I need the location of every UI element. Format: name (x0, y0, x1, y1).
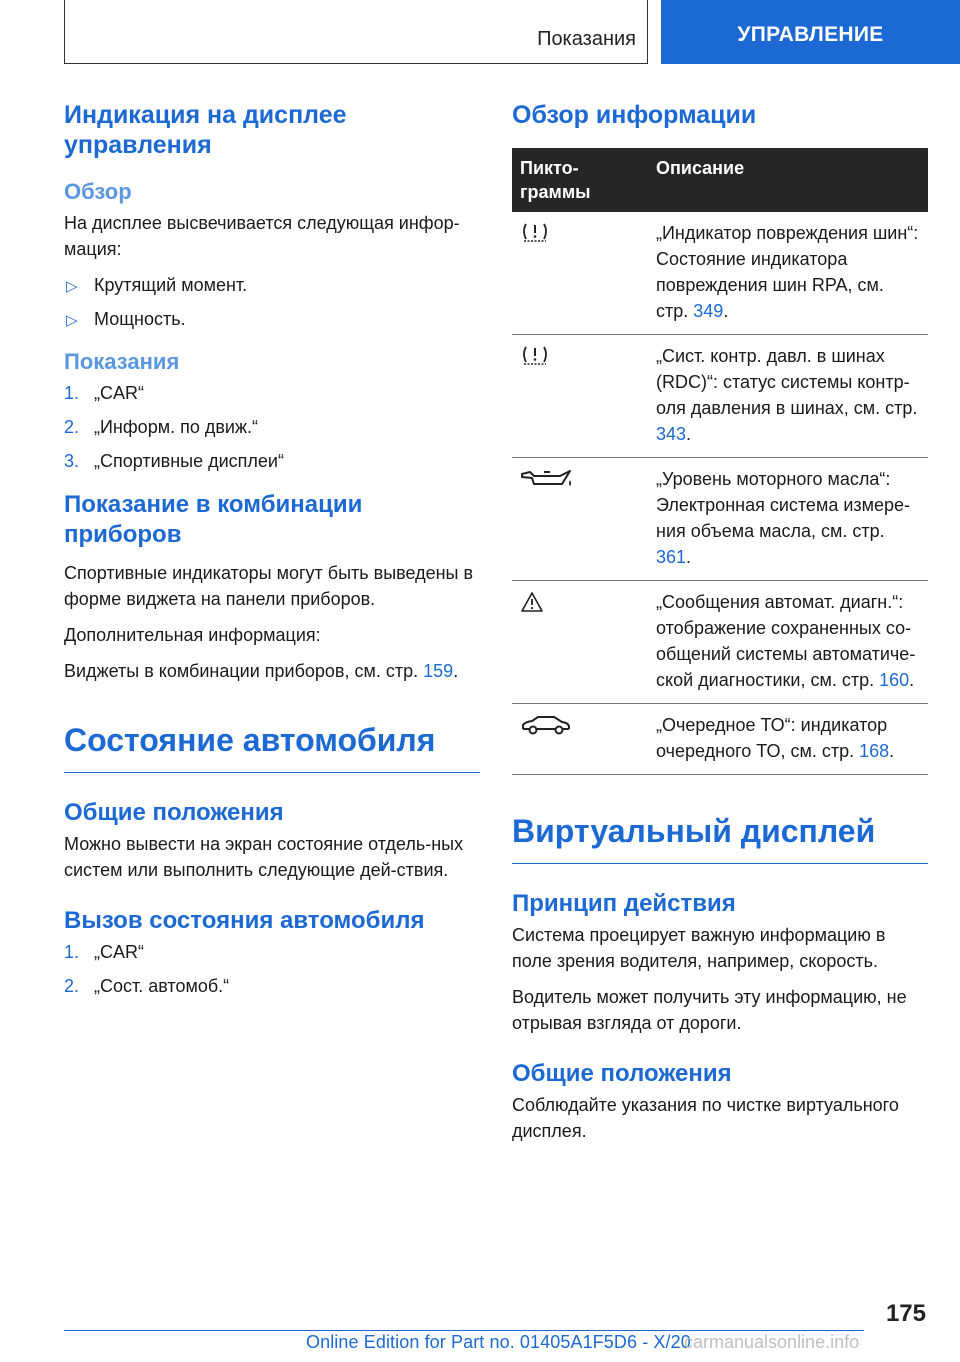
table-row: „Уровень моторного масла“: Электронная система измере-ния объема масла, см. стр. 361. (512, 458, 928, 581)
header-chapter-tab[interactable]: УПРАВЛЕНИЕ (661, 0, 960, 64)
list-item: 2. „Сост. автомоб.“ (64, 976, 230, 996)
info-overview-heading: Обзор информации (512, 101, 757, 129)
display-indication-heading: Индикация на дисплее управления (64, 101, 347, 159)
left-column (64, 100, 480, 1015)
footer-watermark[interactable]: carmanualsonline.info (684, 1332, 860, 1352)
cluster-heading: Показание в комбинации приборов (64, 491, 363, 548)
car-service-icon (520, 714, 572, 736)
warning-triangle-icon (520, 591, 544, 613)
col-header-description: Описание (644, 148, 928, 212)
page-link-168[interactable]: 168 (859, 741, 890, 761)
principle-text-2: Водитель может получить эту информацию, не отрывая взгляда от дороги. (512, 987, 907, 1033)
list-item: 2. „Информ. по движ.“ (64, 417, 258, 437)
table-row: „Очередное ТО“: индикатор очередного ТО, см. стр. 168. (512, 704, 928, 775)
tire-pressure-warning-icon (520, 222, 550, 244)
page-link-361[interactable]: 361 (656, 547, 687, 567)
footer-edition: Online Edition for Part no. 01405A1F5D6 - X/20 (306, 1332, 691, 1352)
list-item: ▷ Крутящий момент. (64, 272, 480, 298)
list-item: ▷ Мощность. (64, 306, 480, 332)
table-header-row (512, 148, 928, 212)
call-state-heading: Вызов состояния автомобиля (64, 907, 425, 934)
list-item: 3. „Спортивные дисплеи“ (64, 451, 284, 471)
vehicle-state-title: Состояние автомобиля (64, 720, 480, 773)
overview-list (64, 272, 480, 332)
col-header-pictograms: Пикто-граммы (512, 148, 644, 212)
virtual-general-heading: Общие положения (512, 1060, 732, 1087)
table-row: „Индикатор повреждения шин“: Состояние индикатора повреждения шин RPA, см. стр. 349. (512, 212, 928, 335)
triangle-bullet-icon: ▷ (66, 312, 78, 329)
principle-heading: Принцип действия (512, 890, 736, 917)
overview-heading: Обзор (64, 179, 132, 204)
principle-text-1: Система проецирует важную информацию в поле зрения водителя, например, скорость. (512, 925, 886, 971)
page-link-159[interactable]: 159 (423, 661, 454, 681)
triangle-bullet-icon: ▷ (66, 278, 78, 295)
readings-list (64, 380, 480, 474)
page-link-343[interactable]: 343 (656, 424, 687, 444)
header-section-title: Показания (537, 28, 636, 50)
cluster-text-1: Спортивные индикаторы могут быть выведены в форме виджета на панели приборов. (64, 563, 474, 609)
table-row: „Сист. контр. давл. в шинах (RDC)“: статус системы контр-оля давления в шинах, см. стр. 343. (512, 335, 928, 458)
oil-can-icon (520, 468, 574, 490)
virtual-general-text: Соблюдайте указания по чистке виртуального дисплея. (512, 1095, 899, 1141)
overview-text: На дисплее высвечивается следующая инфор-мация: (64, 213, 460, 259)
page-link-160[interactable]: 160 (879, 670, 910, 690)
list-item: 1. „CAR“ (64, 942, 144, 962)
call-state-list (64, 939, 480, 999)
tire-pressure-warning-icon (520, 345, 550, 367)
right-column (512, 100, 928, 1154)
footer-divider (64, 1330, 864, 1331)
cluster-text-2: Дополнительная информация: (64, 625, 321, 645)
general-heading: Общие положения (64, 799, 284, 826)
table-row: „Сообщения автомат. диагн.“: отображение сохраненных со-общений системы автоматиче-ской диагностики, см. стр. 160. (512, 581, 928, 704)
page-link-349[interactable]: 349 (693, 301, 724, 321)
info-table (512, 148, 928, 775)
cluster-text-3: Виджеты в комбинации приборов, см. стр. 159. (64, 661, 459, 681)
list-item: 1. „CAR“ (64, 383, 144, 403)
general-text: Можно вывести на экран состояние отдель-ных систем или выполнить следующие дей-ствия. (64, 834, 464, 880)
virtual-display-title: Виртуальный дисплей (512, 811, 928, 864)
page-number: 175 (885, 1300, 926, 1327)
readings-heading: Показания (64, 349, 180, 374)
